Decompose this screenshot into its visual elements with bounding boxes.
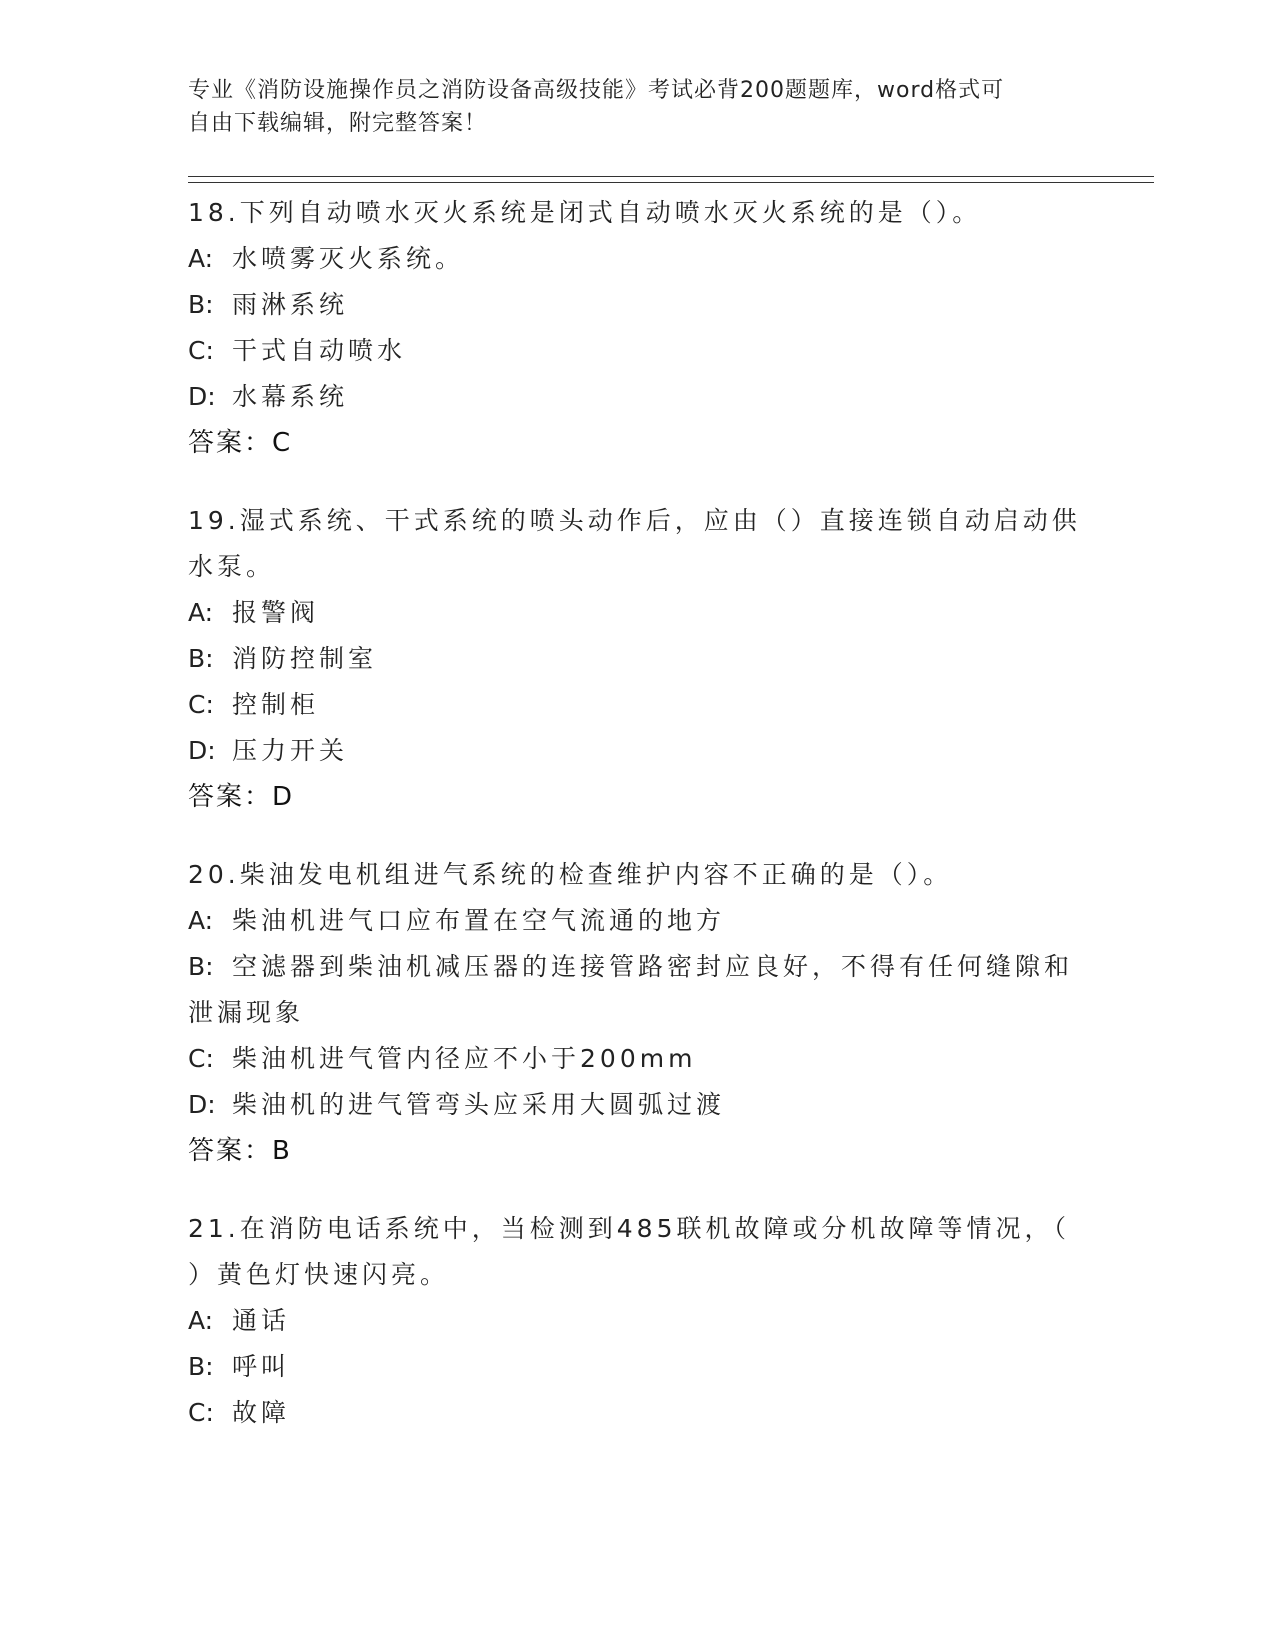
option-a	[188, 236, 1088, 282]
option-key: B:	[188, 290, 214, 319]
question-20	[188, 852, 1088, 1174]
option-text: 消防控制室	[232, 644, 378, 673]
option-d	[188, 728, 1088, 774]
answer-label: 答案：B	[188, 1136, 292, 1166]
option-a	[188, 1298, 1088, 1344]
option-c	[188, 1390, 1088, 1436]
option-key: A:	[188, 906, 214, 935]
option-text: 雨淋系统	[232, 290, 349, 319]
option-b	[188, 944, 1088, 990]
header-title-line-2: 自由下载编辑，附完整答案！	[188, 111, 488, 136]
option-text: 呼叫	[232, 1352, 291, 1381]
option-key: C:	[188, 336, 214, 365]
option-key: D:	[188, 736, 216, 765]
option-d	[188, 1082, 1088, 1128]
option-key: A:	[188, 598, 214, 627]
option-key: D:	[188, 1090, 216, 1119]
header-divider-bottom	[188, 182, 1154, 183]
option-key: D:	[188, 382, 216, 411]
question-stem-continued: ）黄色灯快速闪亮。	[188, 1260, 450, 1289]
option-text: 通话	[232, 1306, 291, 1335]
option-text: 控制柜	[232, 690, 320, 719]
option-text: 干式自动喷水	[232, 336, 407, 365]
option-a	[188, 898, 1088, 944]
question-stem: 20.柴油发电机组进气系统的检查维护内容不正确的是（）。	[188, 860, 953, 889]
option-b	[188, 282, 1088, 328]
option-text: 柴油机进气管内径应不小于200mm	[232, 1044, 697, 1073]
option-key: B:	[188, 644, 214, 673]
option-key: A:	[188, 1306, 214, 1335]
option-d	[188, 374, 1088, 420]
question-stem-continued: 水泵。	[188, 552, 276, 581]
option-text: 水喷雾灭火系统。	[232, 244, 465, 273]
option-text: 柴油机的进气管弯头应采用大圆弧过渡	[232, 1090, 726, 1119]
option-b	[188, 1344, 1088, 1390]
option-b	[188, 636, 1088, 682]
option-key: C:	[188, 1044, 214, 1073]
answer-label: 答案：C	[188, 428, 293, 458]
option-text: 压力开关	[232, 736, 349, 765]
option-key: C:	[188, 690, 214, 719]
question-21	[188, 1206, 1088, 1436]
answer-label: 答案：D	[188, 782, 295, 812]
option-text: 故障	[232, 1398, 291, 1427]
option-key: B:	[188, 1352, 214, 1381]
option-c	[188, 328, 1088, 374]
option-text: 水幕系统	[232, 382, 349, 411]
header-divider-top	[188, 176, 1154, 177]
question-stem: 18.下列自动喷水灭火系统是闭式自动喷水灭火系统的是（）。	[188, 198, 982, 227]
option-a	[188, 590, 1088, 636]
option-key: B:	[188, 952, 214, 981]
question-stem: 21.在消防电话系统中，当检测到485联机故障或分机故障等情况，（	[188, 1214, 1070, 1243]
question-18	[188, 190, 1088, 466]
option-text: 空滤器到柴油机减压器的连接管路密封应良好，不得有任何缝隙和	[232, 952, 1074, 981]
option-key: A:	[188, 244, 214, 273]
option-c	[188, 1036, 1088, 1082]
question-19	[188, 498, 1088, 820]
document-header	[188, 74, 1068, 140]
question-stem: 19.湿式系统、干式系统的喷头动作后，应由（）直接连锁自动启动供	[188, 506, 1081, 535]
option-text: 柴油机进气口应布置在空气流通的地方	[232, 906, 726, 935]
option-text: 报警阀	[232, 598, 320, 627]
option-c	[188, 682, 1088, 728]
option-key: C:	[188, 1398, 214, 1427]
header-title-line-1: 专业《消防设施操作员之消防设备高级技能》考试必背200题题库，word格式可	[188, 78, 1005, 103]
option-b-continued: 泄漏现象	[188, 998, 305, 1027]
